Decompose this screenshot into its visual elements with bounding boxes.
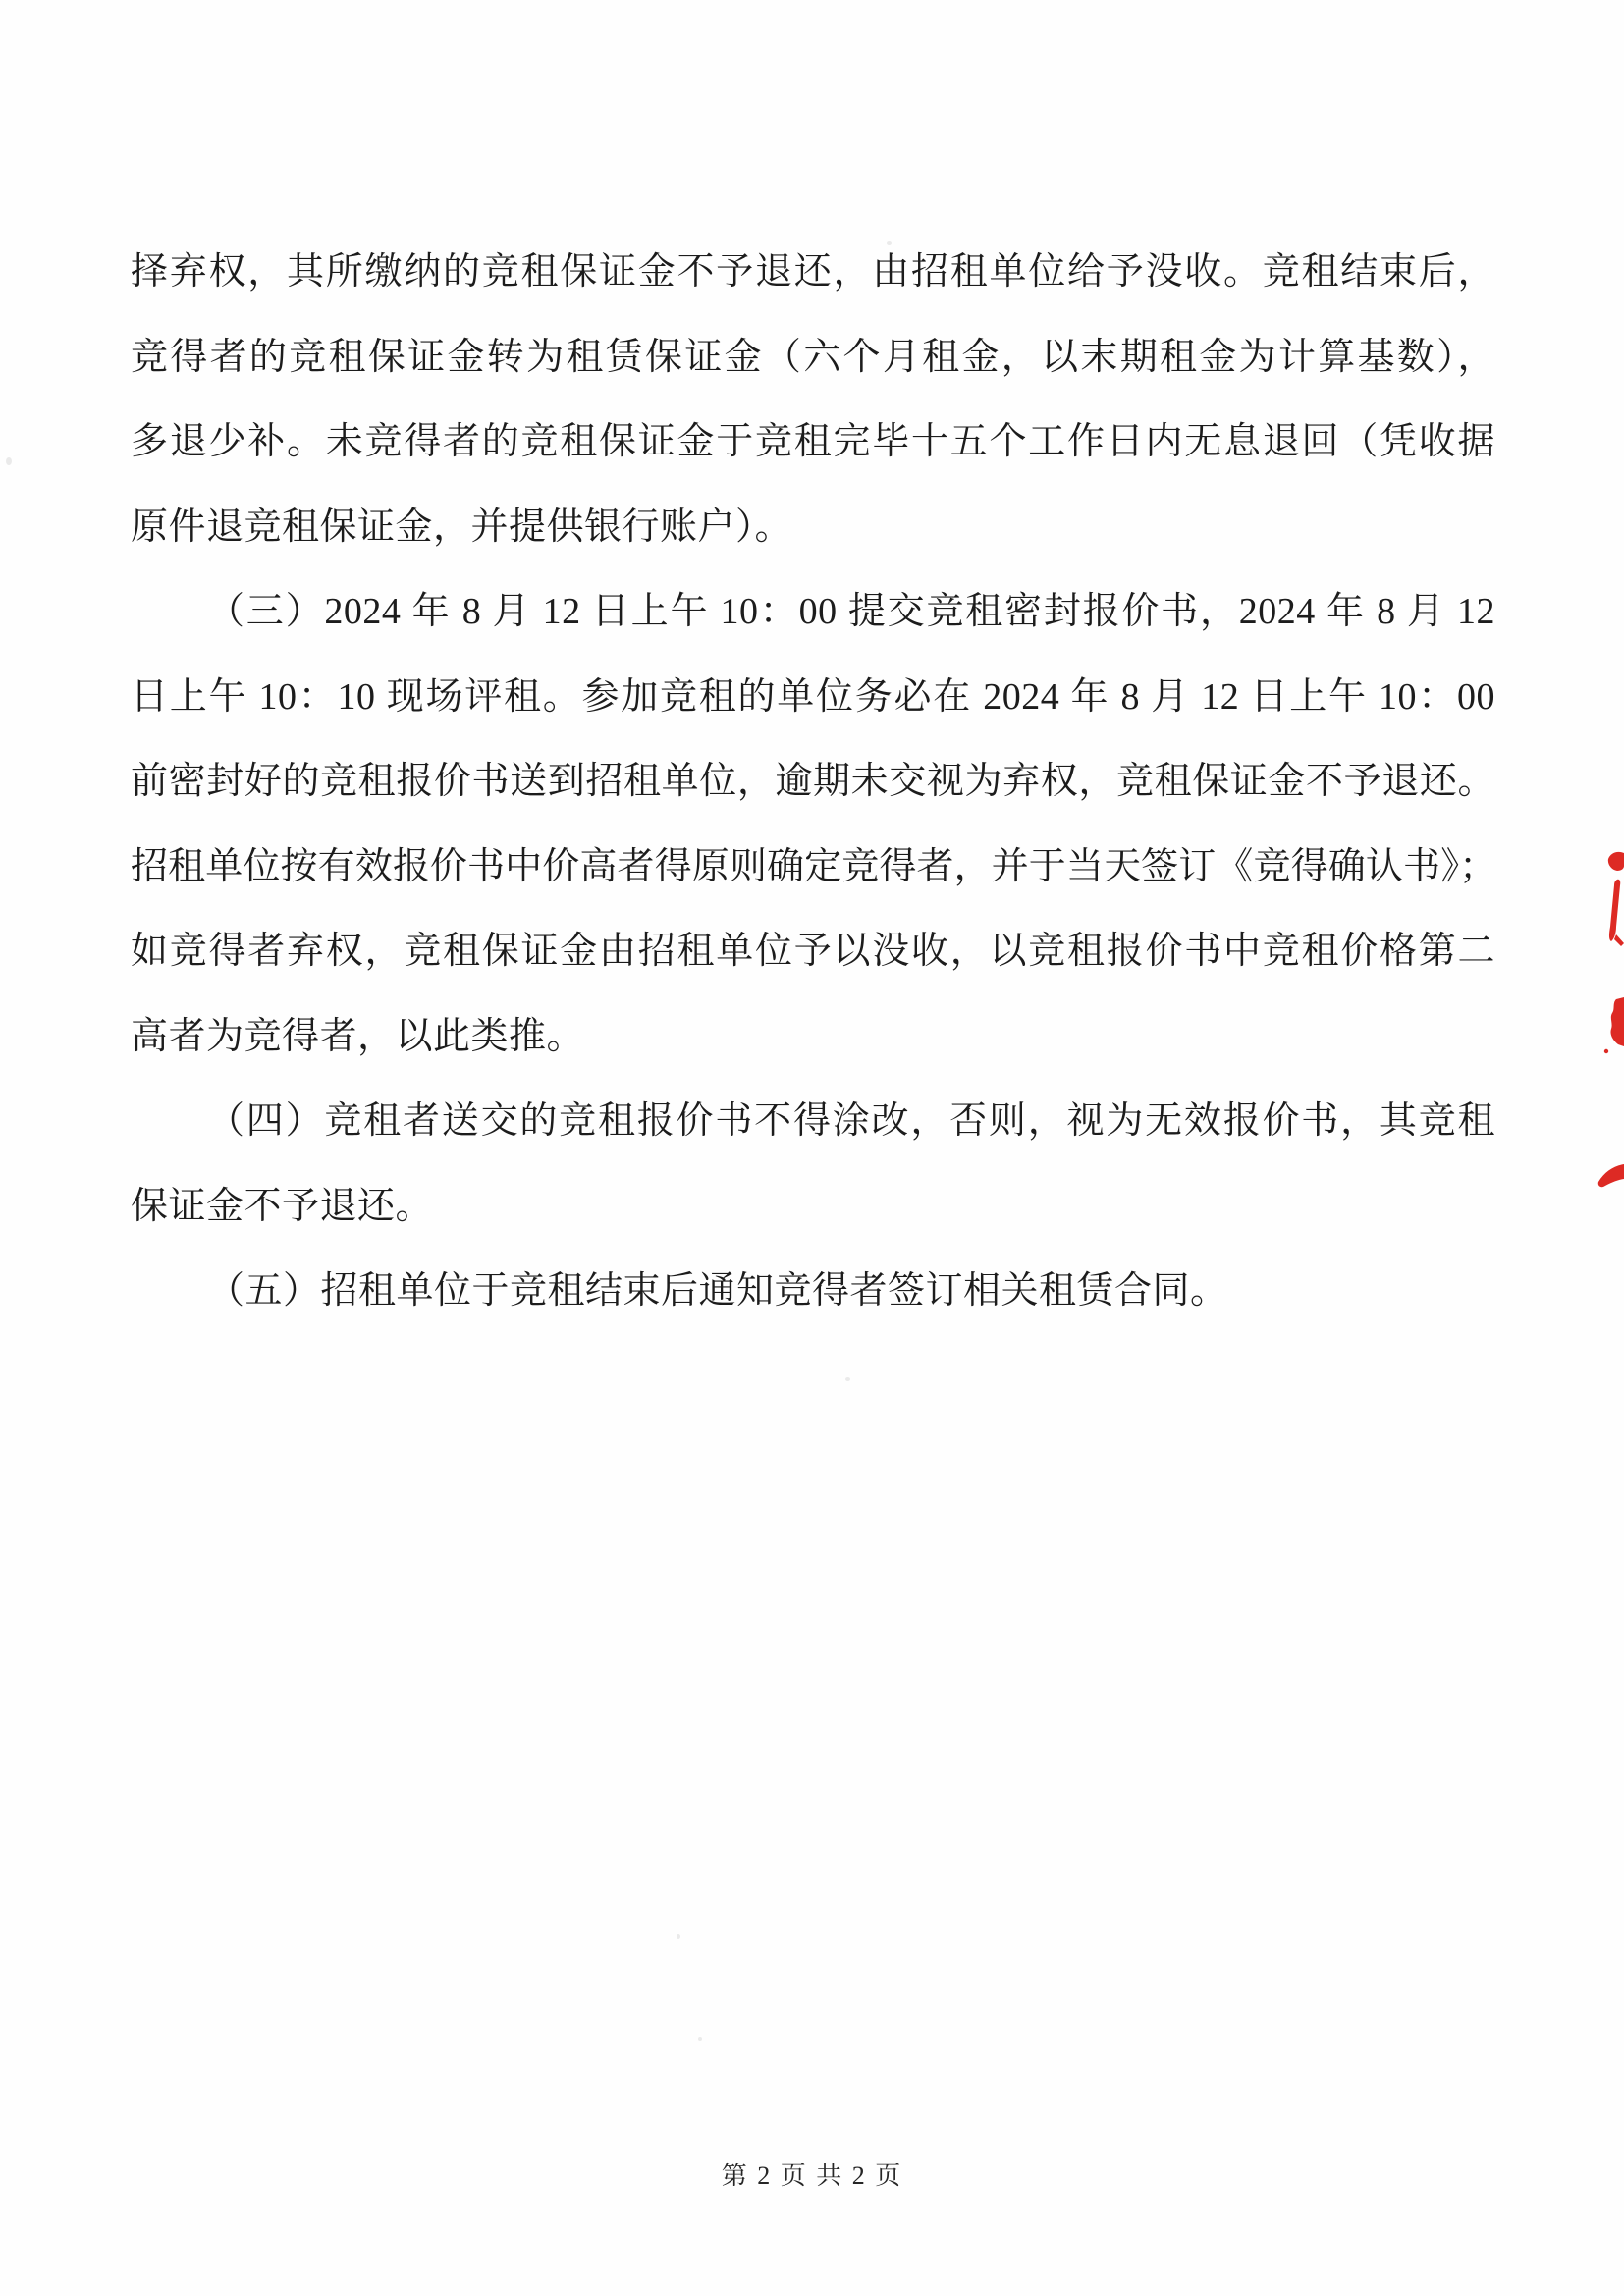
scan-noise	[887, 241, 892, 245]
page-number-footer: 第 2 页 共 2 页	[721, 2162, 903, 2190]
scan-noise	[698, 2037, 702, 2041]
scan-noise	[6, 457, 12, 465]
scan-noise	[677, 1934, 680, 1939]
scan-noise	[845, 1377, 850, 1381]
body-line: 竞得者的竞租保证金转为租赁保证金（六个月租金，以末期租金为计算基数），	[131, 336, 1495, 378]
body-line: 前密封好的竞租报价书送到招租单位，逾期未交视为弃权，竞租保证金不予退还。	[131, 761, 1495, 802]
body-line: （五）招租单位于竞租结束后通知竞得者签订相关租赁合同。	[207, 1270, 1228, 1311]
body-line: 保证金不予退还。	[131, 1185, 434, 1227]
body-line: 多退少补。未竞得者的竞租保证金于竞租完毕十五个工作日内无息退回（凭收据	[131, 421, 1495, 462]
scan-noise	[699, 954, 703, 958]
body-line: （三）2024 年 8 月 12 日上午 10：00 提交竞租密封报价书，2024 年 8 月 12	[207, 591, 1495, 632]
body-line: 原件退竞租保证金，并提供银行账户）。	[131, 506, 793, 548]
body-line: （四）竞租者送交的竞租报价书不得涂改，否则，视为无效报价书，其竞租	[207, 1100, 1495, 1142]
document-body-text	[131, 230, 1495, 1334]
body-line: 如竞得者弃权，竞租保证金由招租单位予以没收，以竞租报价书中竞租价格第二	[131, 931, 1495, 972]
body-line: 择弃权，其所缴纳的竞租保证金不予退还，由招租单位给予没收。竞租结束后，	[131, 251, 1495, 293]
body-line: 高者为竞得者，以此类推。	[131, 1015, 585, 1057]
body-line: 招租单位按有效报价书中价高者得原则确定竞得者，并于当天签订《竞得确认书》；	[131, 845, 1495, 887]
scan-noise	[1214, 943, 1218, 948]
red-stamp-fragment-icon	[1595, 844, 1624, 1207]
body-line: 日上午 10：10 现场评租。参加竞租的单位务必在 2024 年 8 月 12 日上午 10：00	[131, 675, 1495, 718]
